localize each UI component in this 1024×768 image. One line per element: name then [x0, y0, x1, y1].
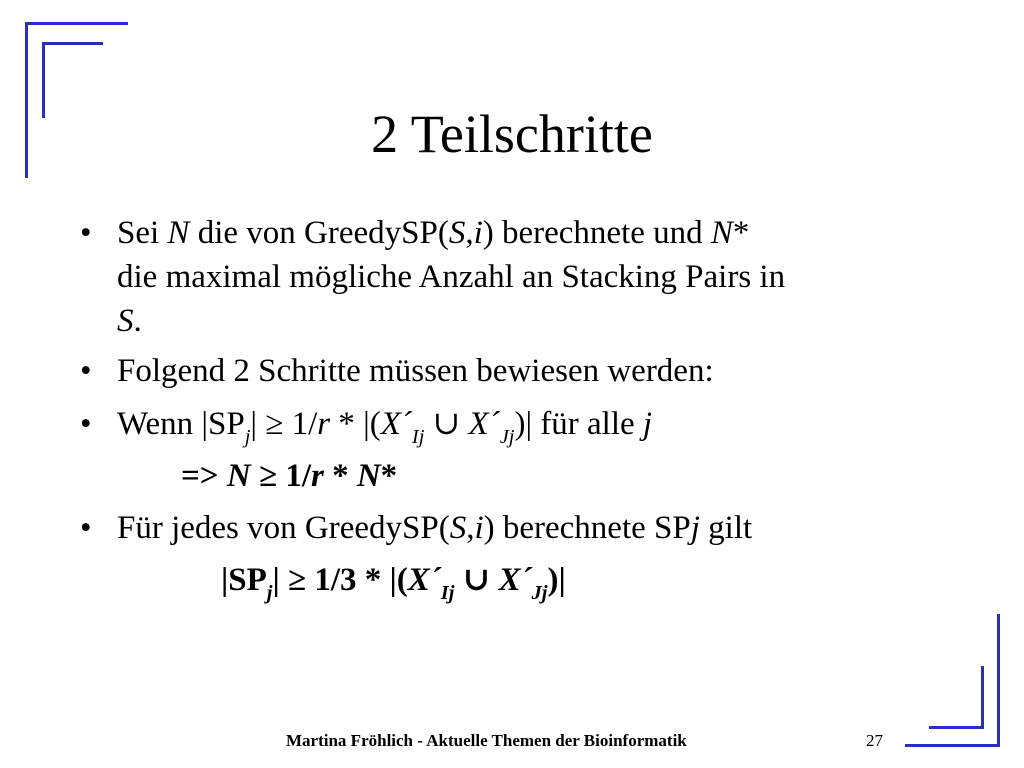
bound-formula-line	[221, 560, 566, 605]
text-segment: j	[244, 426, 251, 449]
text-segment: ∪	[424, 406, 469, 442]
text-segment: Jj	[499, 426, 515, 449]
text-segment: X´	[407, 562, 441, 598]
text-segment: ) berechnete und	[482, 215, 711, 251]
text-segment: | ≥ 1/	[250, 406, 318, 442]
text-segment: S	[117, 303, 134, 339]
bullet-marker: •	[80, 406, 92, 442]
text-segment: ≥ 1/	[250, 458, 311, 494]
bottom-right-bracket-vertical	[997, 614, 1000, 747]
text-segment: Wenn |SP	[117, 406, 245, 442]
bullet-marker: •	[80, 215, 92, 251]
implication-line	[181, 456, 397, 496]
top-left-inner-horizontal	[42, 42, 103, 45]
text-segment: N	[167, 215, 190, 251]
bullet-2-line	[117, 351, 714, 391]
text-segment: S	[449, 510, 467, 546]
text-segment: Sei	[117, 215, 168, 251]
text-segment: N	[226, 458, 251, 494]
text-segment: r	[310, 458, 324, 494]
text-segment: |SP	[221, 562, 267, 598]
text-segment: Jj	[531, 582, 548, 605]
text-segment: X´	[468, 406, 500, 442]
text-segment: ∪	[454, 562, 499, 598]
bullet-marker: •	[80, 353, 92, 389]
footer-text: Martina Fröhlich - Aktuelle Themen der Bioinformatik	[286, 731, 687, 750]
text-segment: ,	[466, 510, 475, 546]
text-segment: ) berechnete SP	[483, 510, 691, 546]
bullet-1-line-2	[117, 257, 785, 297]
text-segment: X´	[380, 406, 412, 442]
bullet-3-line	[117, 404, 653, 449]
bottom-right-bracket-horizontal	[905, 744, 1000, 747]
text-segment: ,	[465, 215, 474, 251]
text-segment: * |(	[330, 406, 381, 442]
text-segment: *	[380, 458, 398, 494]
text-segment: Ij	[411, 426, 425, 449]
text-segment: )|	[547, 562, 566, 598]
bottom-right-inner-horizontal	[929, 726, 984, 729]
text-segment: j	[266, 582, 273, 605]
text-segment: N	[710, 215, 733, 251]
text-segment: | ≥ 1/3 * |(	[272, 562, 408, 598]
text-segment: N	[356, 458, 381, 494]
top-left-bracket-horizontal	[25, 22, 128, 25]
text-segment: Ij	[440, 582, 455, 605]
text-segment: Für jedes von GreedySP(	[117, 510, 450, 546]
slide-title: 2 Teilschritte	[371, 104, 653, 164]
text-segment: die von GreedySP(	[189, 215, 449, 251]
text-segment: =>	[181, 458, 227, 494]
text-segment: die maximal mögliche Anzahl an Stacking Pairs in	[117, 259, 786, 295]
page-number: 27	[866, 731, 883, 750]
text-segment: *	[323, 458, 357, 494]
text-segment: S	[448, 215, 466, 251]
text-segment: j	[642, 406, 653, 442]
bottom-right-inner-vertical	[981, 666, 984, 729]
bullet-1-line-1	[117, 213, 749, 253]
text-segment: .	[133, 303, 142, 339]
text-segment: Folgend 2 Schritte müssen bewiesen werden:	[117, 353, 714, 389]
text-segment: r	[317, 406, 331, 442]
text-segment: *	[732, 215, 750, 251]
bullet-4-line	[117, 508, 752, 548]
text-segment: )| für alle	[514, 406, 643, 442]
text-segment: j	[690, 510, 700, 546]
text-segment: i	[474, 510, 484, 546]
text-segment: i	[473, 215, 483, 251]
text-segment: gilt	[699, 510, 753, 546]
bullet-1-line-3	[117, 301, 142, 341]
bullet-marker: •	[80, 510, 92, 546]
text-segment: X´	[498, 562, 532, 598]
